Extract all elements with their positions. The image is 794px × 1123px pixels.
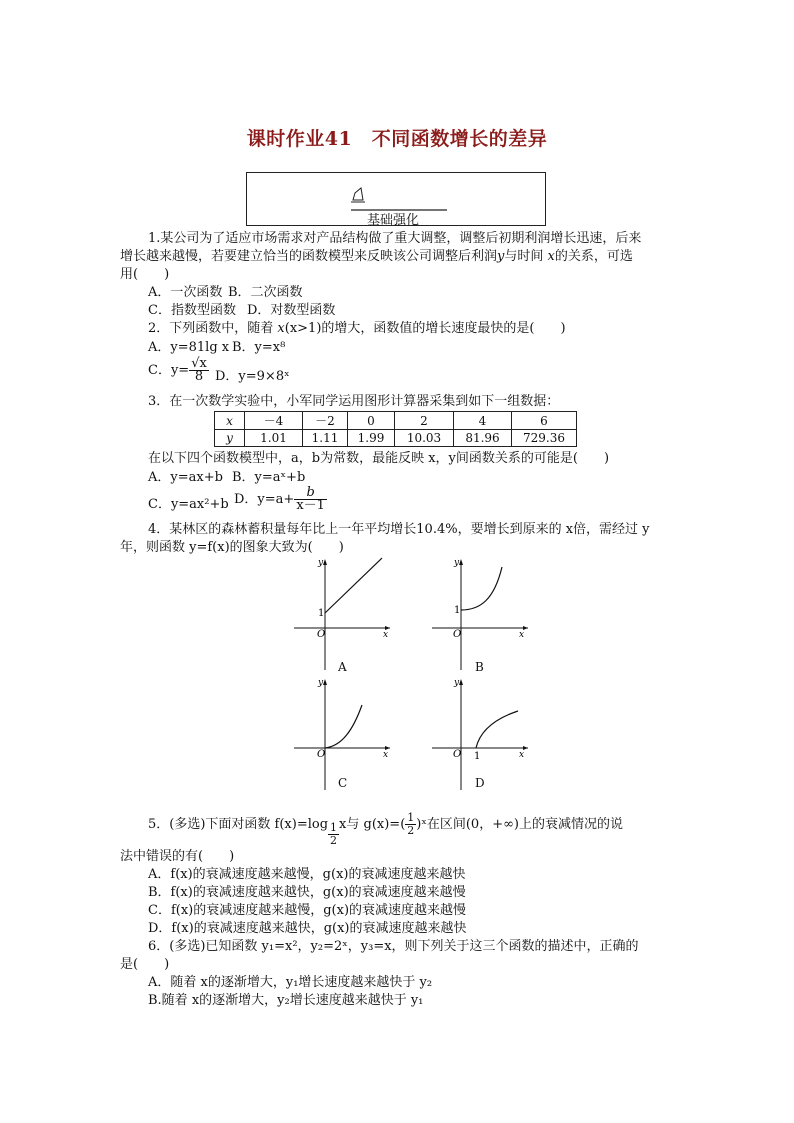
q3-opt-a: A．y=ax+b: [148, 470, 223, 485]
q5-opt-c: C．f(x)的衰减速度越来越慢，g(x)的衰减速度越来越慢: [148, 903, 467, 918]
q5-opt-a: A．f(x)的衰减速度越来越慢，g(x)的衰减速度越来越快: [148, 867, 466, 882]
q2-opt-c-fraction: [189, 358, 209, 383]
q5-exp-base-den: 2: [407, 824, 415, 837]
table-header-x: x: [215, 412, 245, 430]
table-cell: －2: [303, 412, 348, 430]
graph-d-y-label: y: [454, 678, 460, 688]
q2-opt-c-num: √x: [191, 356, 207, 371]
graph-d-x-label: x: [519, 750, 525, 760]
graph-b-x-label: x: [519, 630, 525, 640]
q2-stem: 2．下列函数中，随着 x(x>1)的增大，函数值的增长速度最快的是( ): [148, 321, 566, 336]
graph-a-label: A: [338, 660, 347, 674]
q5-stem-c: )ˣ在区间(0，+∞)上的衰减情况的说: [416, 817, 623, 832]
graph-c-y-label: y: [318, 678, 324, 688]
graph-a-origin: O: [317, 629, 326, 640]
table-cell: 4: [454, 412, 512, 430]
graph-d-mark: 1: [474, 751, 481, 762]
graph-c-origin: O: [317, 749, 326, 760]
table-cell: 729.36: [512, 430, 577, 447]
table-header-y: y: [215, 430, 245, 447]
graph-b-y-label: y: [454, 558, 460, 568]
q2-stem-b: (x>1)的增大，函数值的增长速度最快的是( ): [284, 321, 566, 336]
table-cell: 0: [348, 412, 395, 430]
q3-opt-d-fraction: [294, 487, 327, 512]
q3-after: 在以下四个函数模型中，a，b为常数，最能反映 x，y间函数关系的可能是( ): [148, 451, 610, 466]
graph-a-mark: 1: [318, 608, 325, 619]
graph-b: [428, 555, 538, 675]
q5-log-base: [328, 822, 339, 847]
q2-opt-b: B．y=x⁸: [232, 340, 286, 355]
q5-log-base-den: 2: [330, 834, 338, 847]
q5-opt-b: B．f(x)的衰减速度越来越快，g(x)的衰减速度越来越慢: [148, 885, 466, 900]
table-cell: 1.11: [303, 430, 348, 447]
graph-d-label: D: [475, 776, 485, 790]
q5-stem-a: 5．(多选)下面对函数 f(x)=log: [148, 817, 329, 832]
q1-line1: 1.某公司为了适应市场需求对产品结构做了重大调整，调整后初期利润增长迅速，后来: [148, 231, 642, 246]
graph-b-origin: O: [453, 629, 462, 640]
q1-opt-d: D．对数型函数: [247, 303, 336, 318]
q1-opt-c: C．指数型函数: [148, 303, 236, 318]
table-cell: －4: [245, 412, 303, 430]
banner-label: 基础强化: [367, 213, 420, 228]
q4-line1: 4．某林区的森林蓄积量每年比上一年平均增长10.4%，要增长到原来的 x倍，需经过 y: [148, 522, 650, 537]
q3-opt-d-num: b: [294, 487, 327, 500]
q1-line2-text: 增长越来越慢，若要建立恰当的函数模型来反映该公司调整后利润: [120, 249, 498, 264]
q3-data-table: [214, 411, 577, 447]
q5-stem-b: x与 g(x)=(: [339, 817, 406, 832]
q5-opt-d: D．f(x)的衰减速度越来越快，g(x)的衰减速度越来越快: [148, 921, 467, 936]
graph-a-x-label: x: [383, 630, 389, 640]
graph-c-x-label: x: [383, 750, 389, 760]
q5-line2: 法中错误的有( ): [120, 849, 235, 864]
q6-line2: 是( ): [120, 957, 170, 972]
graph-b-label: B: [475, 660, 484, 674]
q2-opt-c: [148, 358, 209, 383]
q3-opt-d-den: x－1: [296, 498, 325, 513]
section-banner: [246, 172, 546, 226]
q6-opt-b: B.随着 x的逐渐增大，y₂增长速度越来越快于 y₁: [148, 993, 424, 1008]
q5-log-base-num: 1: [330, 821, 338, 834]
graph-d-origin: O: [453, 749, 462, 760]
table-cell: 10.03: [395, 430, 454, 447]
table-row: [215, 412, 577, 430]
q1-line3: 用( ): [120, 267, 170, 282]
q2-opt-c-pre: C．y=: [148, 363, 190, 378]
graph-b-mark: 1: [454, 605, 461, 616]
q2-stem-a: 2．下列函数中，随着: [148, 321, 274, 336]
q3-opt-d: [234, 487, 327, 512]
q3-stem: 3．在一次数学实验中，小军同学运用图形计算器采集到如下一组数据：: [148, 394, 560, 409]
table-cell: 81.96: [454, 430, 512, 447]
q5-exp-base-num: 1: [407, 811, 415, 824]
q2-opt-d: D．y=9×8ˣ: [215, 369, 290, 384]
q1-line2: 增长越来越慢，若要建立恰当的函数模型来反映该公司调整后利润y与时间 x的关系，可选: [120, 249, 633, 264]
q6-opt-a: A．随着 x的逐渐增大，y₁增长速度越来越快于 y₂: [148, 975, 433, 990]
q3-opt-d-pre: D．y=a+: [234, 492, 295, 507]
q1-line2-end: 的关系，可选: [554, 249, 633, 264]
q1-opt-a: A．一次函数: [148, 285, 223, 300]
q3-opt-c: C．y=ax²+b: [148, 497, 229, 512]
q3-opt-b: B．y=aˣ+b: [232, 470, 306, 485]
q2-opt-a: A．y=81lg x: [148, 340, 230, 355]
graph-a-y-label: y: [318, 558, 324, 568]
graph-a: [290, 555, 400, 675]
table-cell: 6: [512, 412, 577, 430]
table-cell: 1.01: [245, 430, 303, 447]
q5-stem: [148, 812, 623, 847]
table-cell: 2: [395, 412, 454, 430]
q1-opt-b: B．二次函数: [228, 285, 303, 300]
q1-line2-mid: 与时间: [504, 249, 544, 264]
q5-exp-base: [405, 812, 416, 837]
q4-line2: 年，则函数 y=f(x)的图象大致为( ): [120, 540, 344, 555]
table-cell: 1.99: [348, 430, 395, 447]
graph-c-label: C: [338, 776, 348, 790]
q6-line1: 6．(多选)已知函数 y₁=x²，y₂=2ˣ，y₃=x，则下列关于这三个函数的描述中，正确的: [148, 939, 639, 954]
table-row: [215, 430, 577, 447]
q2-opt-c-den: 8: [194, 369, 204, 384]
page-title: 课时作业41 不同函数增长的差异: [246, 128, 548, 150]
